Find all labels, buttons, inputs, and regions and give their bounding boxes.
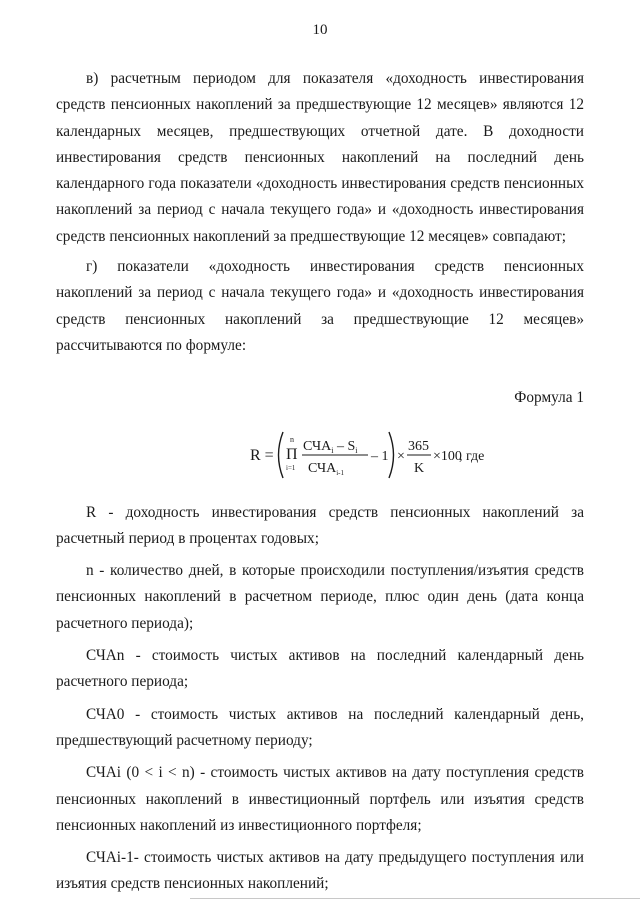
fraction1-denominator: $СЧА_{i-1}$ [308,460,344,477]
times-sign: × [397,448,405,464]
formula-lhs: R = [250,446,274,464]
left-paren [279,432,284,478]
definition-r: R - доходность инвестирования средств пенсионных накоплений за расчетный период в процентах годовых; [56,503,584,547]
definition-scha-i: СЧАi (0 < i < n) - стоимость чистых активов на дату поступления средств пенсионных накоплений в инвестиционный портфель или изъятия средств пенсионных накоплений из инвестиционного портфеля; [56,764,584,834]
definition-scha-0: СЧА0 - стоимость чистых активов на последний календарный день, предшествующий расчетному периоду; [56,705,584,749]
definition-scha-i-minus-1: СЧАi-1- стоимость чистых активов на дату предыдущего поступления или изъятия средств пенсионных накоплений; [56,849,584,893]
formula [56,426,584,484]
fraction2-numerator: 365 [408,438,429,454]
document-body [56,66,584,904]
page-number: 10 [312,22,328,38]
times-100: ×100 [433,448,462,464]
prod-lower: i=1 [286,463,296,472]
bottom-rule [190,898,640,899]
paragraph-v: в) расчетным периодом для показателя «доходность инвестирования средств пенсионных накоплений за предшествующие 12 месяцев» являются 12 календарных месяцев, предшествующих отчетной дате. В доходности инвестирования средств пенсионных накоплений на последний день календарного года показатели «доходность инвестирования средств пенсионных накоплений за период с начала текущего года» и «доходность инвестирования средств пенсионных накоплений за предшествующие 12 месяцев» совпадают; [56,70,584,245]
formula-tail: , где [459,448,485,464]
definition-scha-n: СЧАn - стоимость чистых активов на последний календарный день расчетного периода; [56,647,584,691]
fraction1-numerator: $СЧА_i - S_i$ [303,438,358,455]
minus-one: – 1 [371,448,389,464]
right-paren [389,432,394,478]
fraction2-denominator: K [414,460,425,476]
paragraph-g: г) показатели «доходность инвестирования средств пенсионных накоплений за период с начала текущего года» и «доходность инвестирования средств пенсионных накоплений за предшествующие 12 месяцев» рассчитываются по формуле: [56,258,584,354]
definition-n: n - количество дней, в которые происходили поступления/изъятия средств пенсионных накоплений в расчетном периоде, плюс один день (дата конца расчетного периода); [56,562,584,632]
formula-label: Формула 1 [514,389,584,407]
prod-upper: n [290,434,294,444]
prod-symbol: Π [286,445,298,463]
